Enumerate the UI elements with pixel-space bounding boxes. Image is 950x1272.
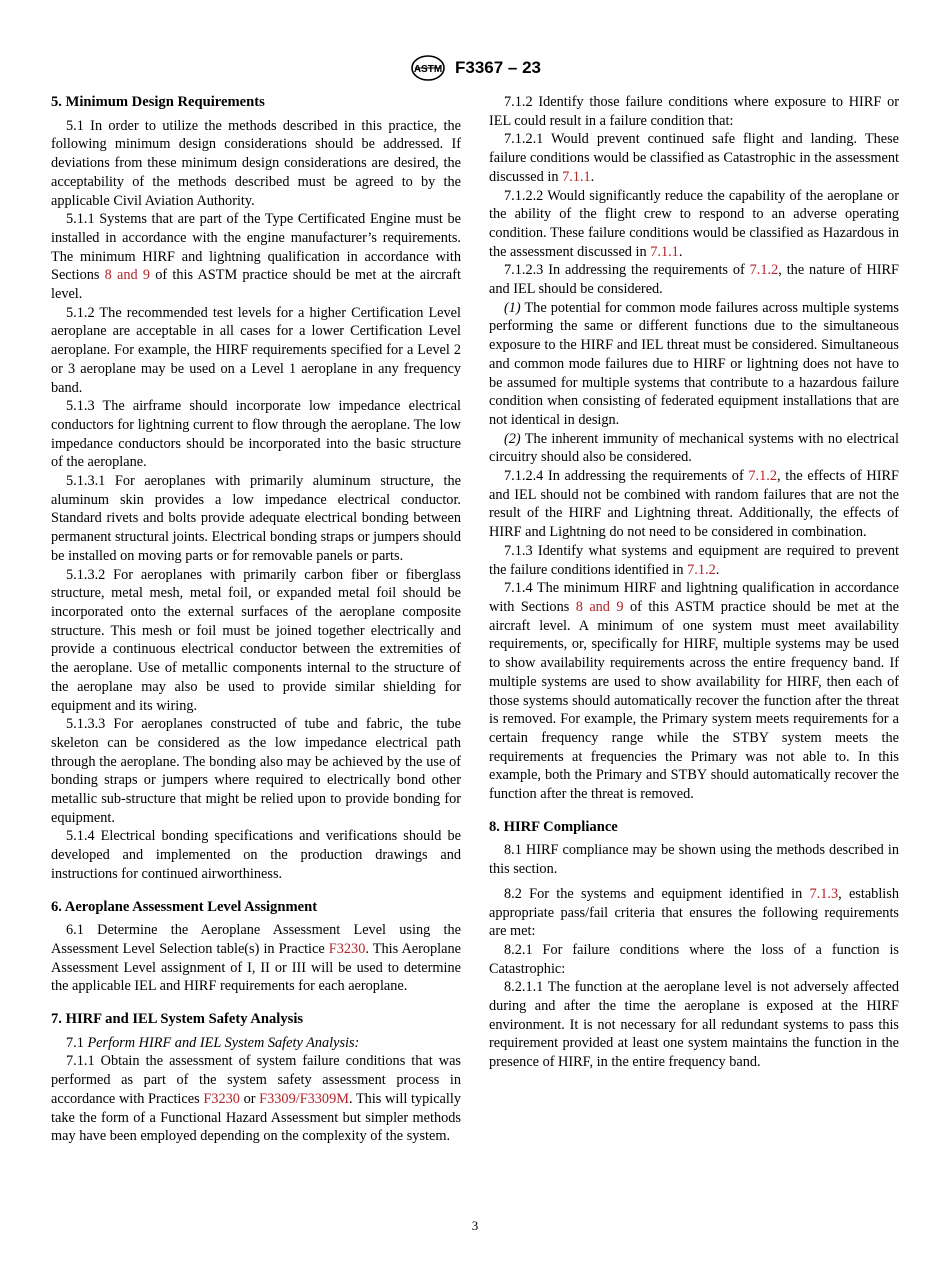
- link-f3230[interactable]: F3230: [203, 1090, 240, 1107]
- link-7-1-2[interactable]: 7.1.2: [748, 468, 777, 485]
- para-5-1-3-2: 5.1.3.2 For aeroplanes with primarily carbon fiber or fiberglass structure, metal mesh, metal foil, or expanded metal foil should be incorporated onto the external surfaces of the aeroplane composite structure. This mesh or foil must be joined together electrically and provide a continuous electrical conductor between the extremities of the aeroplane. Use of metallic components internal to the structure of the aeroplane may also be used to provide similar shielding for equipment and its wiring.: [51, 566, 461, 714]
- para-5-1-2: 5.1.2 The recommended test levels for a higher Certification Level aeroplane are acceptable in all cases for a lower Certification Level aeroplane. For example, the HIRF requirements specified for a Level 2 or 3 aeroplane may be used on a Level 1 aeroplane in any frequency band.: [51, 304, 461, 396]
- section-7-title: 7. HIRF and IEL System Safety Analysis: [51, 1011, 304, 1028]
- svg-text:ASTM: ASTM: [413, 64, 443, 75]
- link-f3309[interactable]: F3309/F3309M: [259, 1090, 349, 1107]
- para-7-1-3: 7.1.3 Identify what systems and equipment are required to prevent the failure conditions identified in 7.1.2.: [489, 542, 899, 578]
- link-sections-8-9[interactable]: 8 and 9: [104, 267, 151, 284]
- para-7-1-2-3: 7.1.2.3 In addressing the requirements of 7.1.2, the nature of HIRF and IEL should be considered.: [489, 262, 900, 298]
- para-8-1: 8.1 HIRF compliance may be shown using the methods described in this section.: [489, 842, 899, 878]
- para-7-1-2-3-sub2: (2) The inherent immunity of mechanical systems with no electrical circuitry should also be considered.: [489, 430, 899, 466]
- para-7-1-4: 7.1.4 The minimum HIRF and lightning qualification in accordance with Sections 8 and 9 of this ASTM practice should be met at the aircraft level. A minimum of one system must meet availability requirements, or, specifically for HIRF, multiple systems may be used to show availability requirements across the entire frequency band. If multiple systems are used to show availability for HIRF, then each of those systems should automatically recover the function after the threat is removed. For example, the Primary system meets requirements for a certain frequency range while the STBY system meets the requirements at frequencies the Primary was not able to. In this example, both the Primary and STBY should automatically recover the function after the threat is removed.: [489, 580, 900, 803]
- para-5-1-3-1: 5.1.3.1 For aeroplanes with primarily aluminum structure, the aluminum skin provides a low impedance electrical conductor. Standard rivets and bolts provide adequate electrical bonding between permanent structural joints. Electrical bonding straps or jumpers should be installed on moving parts or for removable panels or parts.: [51, 473, 461, 564]
- para-7-1: 7.1 Perform HIRF and IEL System Safety Analysis:: [66, 1034, 360, 1051]
- section-5-title: 5. Minimum Design Requirements: [51, 94, 265, 110]
- para-7-1-1: 7.1.1 Obtain the assessment of system failure conditions that was performed as part of the system safety assessment process in accordance with Practices F3230 or F3309/F3309M. This will typically take the form of a Functional Hazard Assessment but simpler methods may have been employed depending on the complexity of the system.: [51, 1053, 461, 1145]
- document-number: F3367 – 23: [454, 58, 541, 77]
- para-8-2-1-1: 8.2.1.1 The function at the aeroplane level is not adversely affected during and after the time the aeroplane is exposed at the HIRF environment. It is not necessary for all redundant systems to pass this requirement provided at least one system maintains the function in the presence of HIRF, in the entire frequency band.: [489, 979, 899, 1071]
- section-8-title: 8. HIRF Compliance: [489, 818, 618, 835]
- para-7-1-2-4: 7.1.2.4 In addressing the requirements of 7.1.2, the effects of HIRF and IEL should not be combined with random failures that are not the result of the HIRF and Lightning threat. Additionally, the effects of HIRF and Lightning do not need to be considered in combination.: [489, 468, 900, 541]
- right-column: [489, 93, 899, 1072]
- astm-logo-icon: [409, 54, 447, 82]
- link-7-1-3[interactable]: 7.1.3: [809, 885, 839, 902]
- para-5-1: 5.1 In order to utilize the methods described in this practice, the following minimum design considerations should be addressed. If deviations from these minimum design considerations are desired, the acceptability of the methods described must be agreed to by the applicable Civil Aviation Authority.: [51, 117, 461, 209]
- para-5-1-4: 5.1.4 Electrical bonding specifications and verifications should be developed and implemented on the production drawings and instructions for continued airworthiness.: [51, 828, 461, 882]
- link-sections-8-9[interactable]: 8 and 9: [575, 598, 624, 615]
- link-f3230[interactable]: F3230: [328, 940, 366, 957]
- link-7-1-1[interactable]: 7.1.1: [650, 243, 679, 260]
- link-7-1-2[interactable]: 7.1.2: [687, 561, 716, 578]
- link-7-1-1[interactable]: 7.1.1: [562, 168, 591, 185]
- left-column: [51, 93, 461, 1146]
- para-5-1-3: 5.1.3 The airframe should incorporate low impedance electrical conductors for lightning current to flow through the aeroplane. The low impedance conductors should be incorporated into the basic structure of the aeroplane.: [51, 398, 461, 471]
- para-8-2-1: 8.2.1 For failure conditions where the loss of a function is Catastrophic:: [489, 941, 899, 977]
- link-7-1-2[interactable]: 7.1.2: [749, 262, 779, 279]
- para-7-1-2-3-sub1: (1) The potential for common mode failures across multiple systems performing the same or different functions due to the simultaneous exposure to the HIRF and IEL threat must be considered. Simultaneous and common mode failures due to HIRF or lightning does not have to be assumed for multiple systems that contribute to a hazardous failure condition when consisting of federated equipment installations that are not identical in design.: [489, 299, 899, 428]
- para-7-1-2: 7.1.2 Identify those failure conditions where exposure to HIRF or IEL could result in a failure condition that:: [489, 94, 899, 129]
- para-7-1-2-2: 7.1.2.2 Would significantly reduce the capability of the aeroplane or the ability of the flight crew to respond to an adverse operating condition. These failure conditions would be classified as Hazardous in the assessment discussed in 7.1.1.: [489, 187, 899, 260]
- para-5-1-3-3: 5.1.3.3 For aeroplanes constructed of tube and fabric, the tube skeleton can be considered as the low impedance electrical path through the aeroplane. The bonding also may be achieved by the use of bonding straps or jumpers where required to electrically bond other metallic sub-structure that might be relied upon to provide bonding for equipment.: [51, 716, 461, 826]
- page-header: [0, 54, 950, 84]
- para-6-1: 6.1 Determine the Aeroplane Assessment Level using the Assessment Level Selection table(s) in Practice F3230. This Aeroplane Assessment Level assignment of I, II or III will be used to determine the applicable IEL and HIRF requirements for each aeroplane.: [51, 922, 461, 995]
- section-6-title: 6. Aeroplane Assessment Level Assignment: [51, 898, 318, 915]
- para-5-1-1: 5.1.1 Systems that are part of the Type Certificated Engine must be installed in accordance with the engine manufacturer’s requirements. The minimum HIRF and lightning qualification in accordance with Sections 8 and 9 of this ASTM practice should be met at the aircraft level.: [51, 211, 462, 303]
- page-number: 3: [471, 1218, 479, 1233]
- para-7-1-2-1: 7.1.2.1 Would prevent continued safe flight and landing. These failure conditions would be classified as Catastrophic in the assessment discussed in 7.1.1.: [489, 131, 899, 185]
- para-8-2: 8.2 For the systems and equipment identified in 7.1.3, establish appropriate pass/fail criteria that ensures the following requirements are met:: [489, 885, 899, 940]
